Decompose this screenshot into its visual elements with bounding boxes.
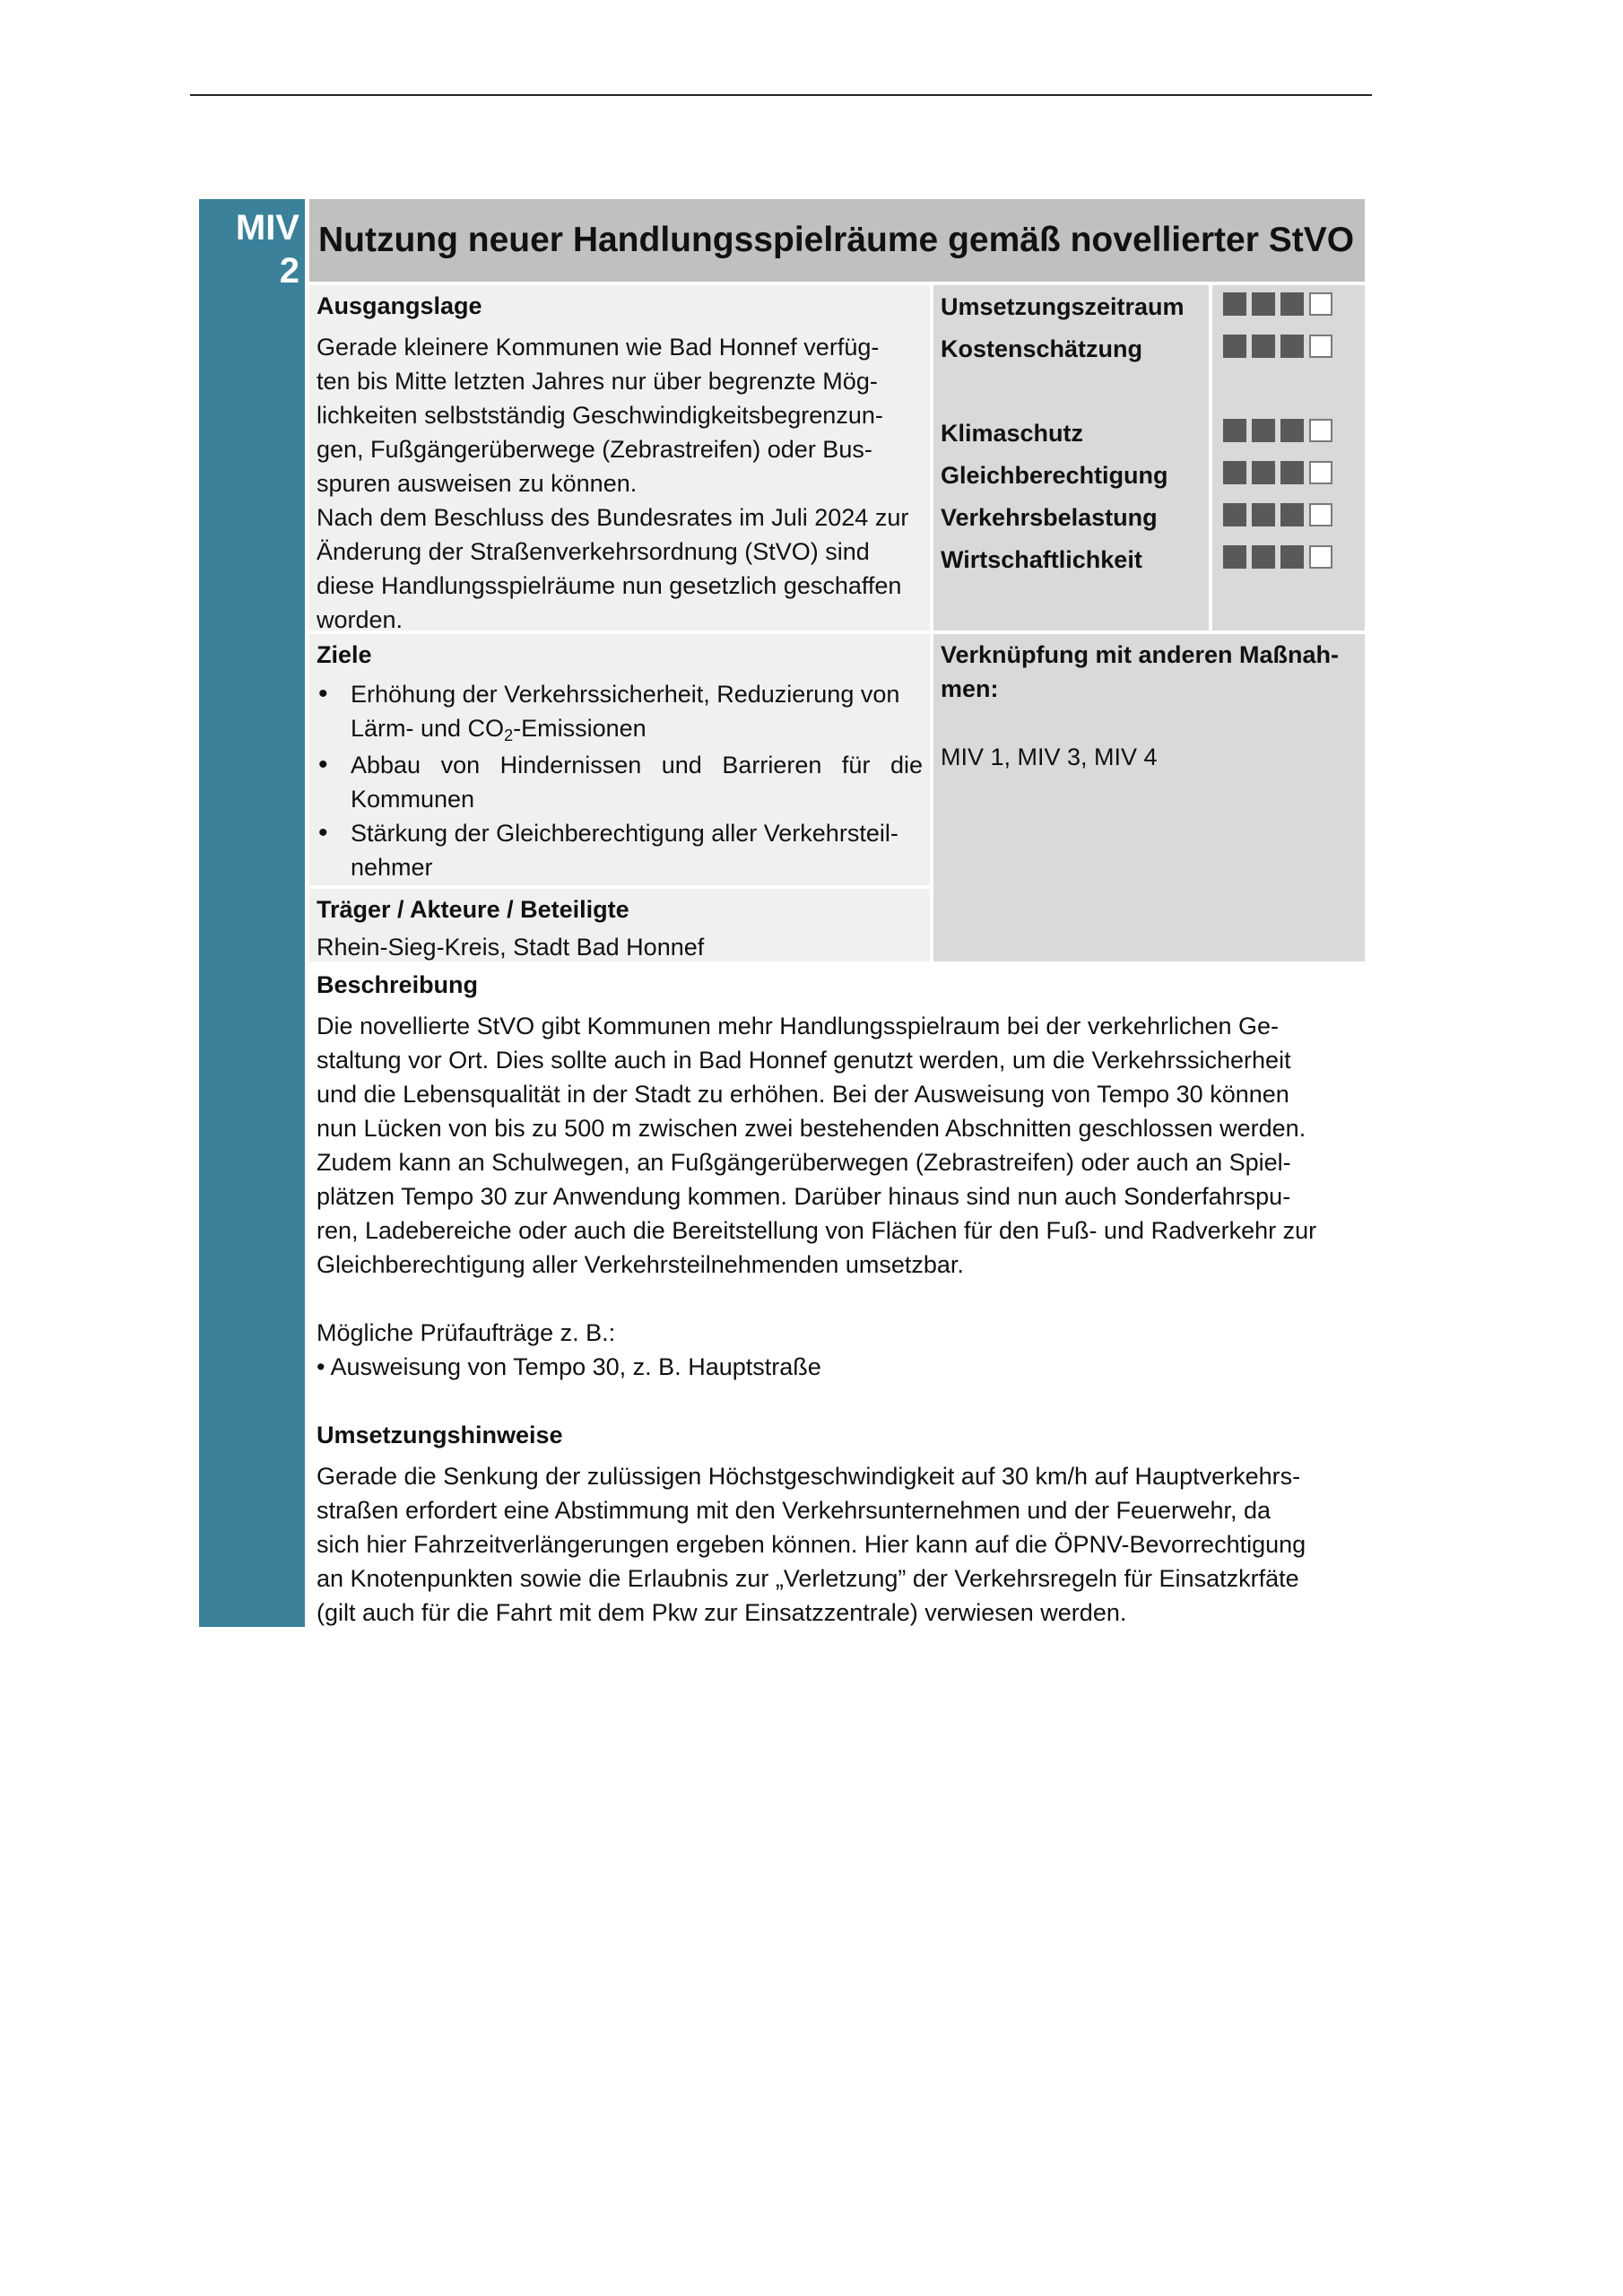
text-line: nun Lücken von bis zu 500 m zwischen zwei bestehenden Abschnitten geschlossen werden.: [317, 1115, 1306, 1142]
text-line: und die Lebensqualität in der Stadt zu erhöhen. Bei der Ausweisung von Tempo 30 können: [317, 1081, 1289, 1108]
rating-square-filled: [1223, 335, 1246, 358]
ausgangslage-heading: Ausgangslage: [317, 292, 482, 319]
rating-square-filled: [1252, 419, 1275, 442]
umsetzung-heading: Umsetzungshinweise: [317, 1422, 563, 1448]
text-line: (gilt auch für die Fahrt mit dem Pkw zur Einsatzzentrale) verwiesen werden.: [317, 1599, 1127, 1626]
text-line: Kommunen: [351, 786, 475, 813]
text-line: Änderung der Straßenverkehrsordnung (StVO) sind: [317, 538, 870, 565]
pruefauftrag-item: • Ausweisung von Tempo 30, z. B. Hauptstraße: [317, 1353, 821, 1380]
criterion-label: Gleichberechtigung: [941, 461, 1168, 489]
header-rule: [190, 94, 1372, 96]
rating-square-filled: [1252, 503, 1275, 526]
beschreibung-heading: Beschreibung: [317, 971, 479, 998]
rating-indicator: [1223, 292, 1336, 319]
text-line: straßen erfordert eine Abstimmung mit den Verkehrsunternehmen und der Feuerwehr, da: [317, 1497, 1271, 1524]
rating-square-empty: [1309, 335, 1332, 358]
text-line: • Abbau von Hindernissen und Barrieren für die: [351, 752, 923, 778]
list-item: [317, 677, 923, 748]
rating-square-filled: [1280, 335, 1304, 358]
rating-square-empty: [1309, 545, 1332, 569]
rating-square-filled: [1280, 545, 1304, 569]
rating-square-filled: [1252, 545, 1275, 569]
rating-indicator: [1223, 335, 1336, 361]
rating-square-filled: [1280, 503, 1304, 526]
subscript-2: 2: [504, 726, 514, 744]
ziele-heading: Ziele: [317, 641, 372, 668]
rating-square-filled: [1280, 461, 1304, 484]
text-line: ten bis Mitte letzten Jahres nur über begrenzte Mög-: [317, 368, 878, 395]
traeger-heading: Träger / Akteure / Beteiligte: [317, 896, 629, 923]
list-item: [317, 748, 923, 816]
rating-square-empty: [1309, 461, 1332, 484]
ziele-list: [317, 677, 923, 884]
text-line: plätzen Tempo 30 zur Anwendung kommen. Darüber hinaus sind nun auch Sonderfahrspu-: [317, 1183, 1291, 1210]
measure-code-number: 2: [279, 251, 299, 291]
rating-square-filled: [1280, 292, 1304, 316]
criterion-label: Wirtschaftlichkeit: [941, 545, 1142, 573]
text-line: lichkeiten selbstständig Geschwindigkeitsbegrenzun-: [317, 402, 883, 429]
verknuepfung-section: [933, 634, 1365, 961]
text-fragment: Lärm- und CO: [351, 715, 505, 742]
text-line: Zudem kann an Schulwegen, an Fußgängerüberwegen (Zebrastreifen) oder auch an Spiel-: [317, 1149, 1291, 1176]
verknuepfung-heading-line1: Verknüpfung mit anderen Maßnah-: [941, 641, 1340, 668]
ausgangslage-text: [317, 330, 923, 637]
rating-indicator: [1223, 419, 1336, 446]
text-line: Gleichberechtigung aller Verkehrsteilnehmenden umsetzbar.: [317, 1251, 964, 1278]
verknuepfung-heading-line2: men:: [941, 675, 999, 702]
text-line: Die novellierte StVO gibt Kommunen mehr Handlungsspielraum bei der verkehrlichen Ge-: [317, 1013, 1280, 1039]
rating-square-filled: [1280, 419, 1304, 442]
rating-square-filled: [1252, 461, 1275, 484]
pruefauftraege-intro: Mögliche Prüfaufträge z. B.:: [317, 1319, 616, 1346]
rating-square-filled: [1223, 419, 1246, 442]
description-section: [309, 964, 1365, 1633]
text-line: Nach dem Beschluss des Bundesrates im Juli 2024 zur: [317, 504, 909, 531]
measure-code-bar: [199, 199, 305, 1627]
traeger-section: [309, 889, 930, 961]
text-fragment: -Emissionen: [513, 715, 647, 742]
text-line: [351, 711, 923, 748]
measure-title-box: [309, 199, 1365, 282]
rating-square-empty: [1309, 419, 1332, 442]
rating-square-filled: [1223, 461, 1246, 484]
ausgangslage-section: [309, 285, 930, 631]
text-line: • Erhöhung der Verkehrssicherheit, Reduzierung von: [351, 681, 900, 708]
text-line: worden.: [317, 606, 404, 633]
rating-indicator: [1223, 461, 1336, 488]
list-item: [317, 816, 923, 884]
rating-square-filled: [1223, 545, 1246, 569]
measure-code-prefix: MIV: [235, 208, 299, 248]
criterion-label: Klimaschutz: [941, 419, 1084, 447]
criteria-labels: [933, 285, 1209, 631]
rating-square-empty: [1309, 292, 1332, 316]
verknuepfung-value: MIV 1, MIV 3, MIV 4: [941, 744, 1158, 770]
criterion-label: Umsetzungszeitraum: [941, 292, 1185, 320]
umsetzung-text: [317, 1459, 1358, 1630]
text-line: Gerade kleinere Kommunen wie Bad Honnef verfüg-: [317, 334, 880, 361]
rating-square-filled: [1223, 503, 1246, 526]
rating-square-filled: [1252, 292, 1275, 316]
text-line: ren, Ladebereiche oder auch die Bereitstellung von Flächen für den Fuß- und Radverkehr zur: [317, 1217, 1317, 1244]
text-line: diese Handlungsspielräume nun gesetzlich geschaffen: [317, 572, 902, 599]
criterion-label: Verkehrsbelastung: [941, 503, 1158, 531]
rating-square-filled: [1252, 335, 1275, 358]
criterion-label: Kostenschätzung: [941, 335, 1143, 362]
text-line: • Stärkung der Gleichberechtigung aller Verkehrsteil-: [351, 820, 898, 847]
measure-title: Nutzung neuer Handlungsspielräume gemäß novellierter StVO: [318, 221, 1355, 259]
text-line: staltung vor Ort. Dies sollte auch in Bad Honnef genutzt werden, um die Verkehrssicherheit: [317, 1047, 1291, 1074]
traeger-value: Rhein-Sieg-Kreis, Stadt Bad Honnef: [317, 934, 705, 961]
text-line: gen, Fußgängerüberwege (Zebrastreifen) oder Bus-: [317, 436, 872, 463]
text-line: nehmer: [351, 854, 433, 881]
text-line: Gerade die Senkung der zulüssigen Höchstgeschwindigkeit auf 30 km/h auf Hauptverkehrs-: [317, 1463, 1301, 1490]
rating-indicator: [1223, 503, 1336, 530]
rating-square-filled: [1223, 292, 1246, 316]
text-line: spuren ausweisen zu können.: [317, 470, 638, 497]
rating-square-empty: [1309, 503, 1332, 526]
ziele-section: [309, 634, 930, 885]
text-line: sich hier Fahrzeitverlängerungen ergeben können. Hier kann auf die ÖPNV-Bevorrechtigung: [317, 1531, 1306, 1558]
beschreibung-text: [317, 1009, 1358, 1282]
rating-indicator: [1223, 545, 1336, 572]
text-line: an Knotenpunkten sowie die Erlaubnis zur „Verletzung” der Verkehrsregeln für Einsatzkrfäte: [317, 1565, 1299, 1592]
